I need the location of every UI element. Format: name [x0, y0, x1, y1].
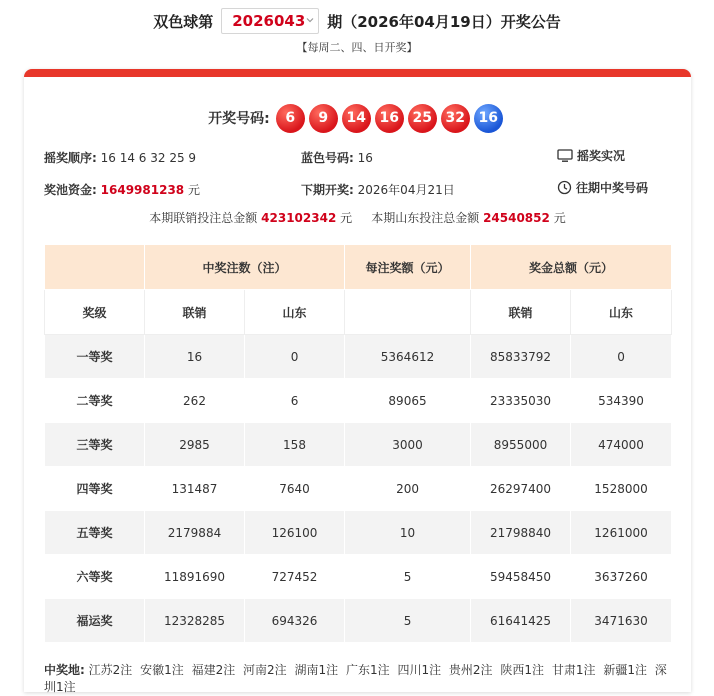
subheader-union-total: 联销	[471, 290, 571, 335]
header-per: 每注奖额（元）	[345, 245, 471, 290]
per-prize-cell: 5	[345, 599, 471, 643]
per-prize-cell: 89065	[345, 379, 471, 423]
sd-total-cell: 1261000	[571, 511, 672, 555]
history-link[interactable]	[557, 179, 648, 196]
union-total-value: 423102342	[261, 211, 337, 225]
union-total-label: 本期联销投注总金额	[149, 211, 258, 225]
winner-regions	[44, 662, 674, 696]
live-draw-link[interactable]	[557, 147, 625, 164]
grade-cell: 一等奖	[45, 335, 145, 379]
winner-region: 安徽1注	[140, 663, 184, 677]
table-row	[45, 467, 672, 511]
per-prize-cell: 200	[345, 467, 471, 511]
page-title	[0, 6, 714, 36]
sd-total-label: 本期山东投注总金额	[371, 211, 480, 225]
winner-region: 陕西1注	[500, 663, 545, 677]
table-row	[45, 599, 672, 643]
winner-region: 深圳1注	[44, 663, 667, 694]
blue-number-label: 蓝色号码:	[301, 151, 354, 165]
table-header-row	[45, 245, 672, 290]
sd-count-cell: 7640	[245, 467, 345, 511]
sd-total-cell: 3471630	[571, 599, 672, 643]
sd-total-cell: 0	[571, 335, 672, 379]
issue-select[interactable]	[221, 8, 319, 34]
game-name: 双色球第	[153, 12, 214, 31]
subheader-blank	[345, 290, 471, 335]
chevron-down-icon	[305, 15, 315, 28]
subheader-sd: 山东	[245, 290, 345, 335]
per-prize-cell: 10	[345, 511, 471, 555]
grade-cell: 四等奖	[45, 467, 145, 511]
winner-region: 广东1注	[345, 663, 390, 677]
union-total-cell: 61641425	[471, 599, 571, 643]
winner-region: 贵州2注	[448, 663, 493, 677]
blue-number-value: 16	[357, 151, 373, 165]
header-total: 奖金总额（元）	[471, 245, 672, 290]
red-ball: 14	[342, 104, 371, 133]
subheader-grade: 奖级	[45, 290, 145, 335]
table-row	[45, 423, 672, 467]
prize-pool-value: 1649981238	[100, 183, 185, 197]
prize-pool-label: 奖池资金:	[44, 183, 97, 197]
sd-total-cell: 1528000	[571, 467, 672, 511]
red-ball: 32	[441, 104, 470, 133]
blue-ball: 16	[474, 104, 503, 133]
union-total-cell: 59458450	[471, 555, 571, 599]
sd-total-unit: 元	[553, 211, 566, 225]
prize-table	[44, 244, 672, 643]
history-icon	[557, 180, 572, 195]
table-row	[45, 335, 672, 379]
union-total-cell: 26297400	[471, 467, 571, 511]
red-ball: 9	[309, 104, 338, 133]
sd-count-cell: 6	[245, 379, 345, 423]
grade-cell: 福运奖	[45, 599, 145, 643]
subheader-union: 联销	[145, 290, 245, 335]
live-draw-label: 摇奖实况	[577, 149, 626, 163]
union-total-cell: 8955000	[471, 423, 571, 467]
union-total-unit: 元	[340, 211, 353, 225]
table-row	[45, 379, 672, 423]
header-count: 中奖注数（注）	[145, 245, 345, 290]
per-prize-cell: 3000	[345, 423, 471, 467]
winner-region: 甘肃1注	[551, 663, 596, 677]
subheader-sd-total: 山东	[571, 290, 672, 335]
sd-count-cell: 0	[245, 335, 345, 379]
winner-region: 湖南1注	[294, 663, 339, 677]
per-prize-cell: 5	[345, 555, 471, 599]
winner-region: 新疆1注	[603, 663, 647, 677]
sd-total-cell: 474000	[571, 423, 672, 467]
union-count-cell: 262	[145, 379, 245, 423]
draw-numbers	[24, 101, 691, 135]
red-ball: 6	[276, 104, 305, 133]
issue-date: 期（2026年04月19日）开奖公告	[327, 12, 561, 31]
next-draw-label: 下期开奖:	[301, 183, 354, 197]
red-ball: 16	[375, 104, 404, 133]
table-subheader-row	[45, 290, 672, 335]
grade-cell: 五等奖	[45, 511, 145, 555]
header-blank	[45, 245, 145, 290]
monitor-icon	[557, 149, 573, 163]
union-count-cell: 2179884	[145, 511, 245, 555]
winner-region: 江苏2注	[88, 663, 133, 677]
draw-label: 开奖号码:	[208, 111, 270, 127]
draw-order	[44, 149, 196, 166]
sd-total-cell: 3637260	[571, 555, 672, 599]
union-count-cell: 131487	[145, 467, 245, 511]
result-card	[24, 69, 691, 692]
blue-number	[301, 149, 373, 166]
union-count-cell: 16	[145, 335, 245, 379]
sd-total-value: 24540852	[483, 211, 550, 225]
table-row	[45, 511, 672, 555]
red-ball: 25	[408, 104, 437, 133]
prize-pool	[44, 181, 200, 198]
table-row	[45, 555, 672, 599]
union-total-cell: 23335030	[471, 379, 571, 423]
union-total-cell: 85833792	[471, 335, 571, 379]
winner-region: 河南2注	[243, 663, 287, 677]
union-total-cell: 21798840	[471, 511, 571, 555]
grade-cell: 三等奖	[45, 423, 145, 467]
issue-number: 2026043	[232, 12, 306, 30]
draw-order-value: 16 14 6 32 25 9	[100, 151, 197, 165]
sd-total-cell: 534390	[571, 379, 672, 423]
prize-pool-unit: 元	[187, 183, 200, 197]
draw-order-label: 摇奖顺序:	[44, 151, 97, 165]
schedule-note: 【每周二、四、日开奖】	[296, 41, 418, 54]
grade-cell: 六等奖	[45, 555, 145, 599]
sd-count-cell: 694326	[245, 599, 345, 643]
grade-cell: 二等奖	[45, 379, 145, 423]
sd-count-cell: 126100	[245, 511, 345, 555]
history-label: 往期中奖号码	[576, 181, 649, 195]
next-draw	[301, 181, 455, 198]
next-draw-value: 2026年04月21日	[357, 183, 455, 197]
union-count-cell: 11891690	[145, 555, 245, 599]
winner-regions-label: 中奖地:	[44, 663, 85, 677]
winner-region: 福建2注	[191, 663, 236, 677]
union-count-cell: 2985	[145, 423, 245, 467]
winner-region: 四川1注	[397, 663, 442, 677]
per-prize-cell: 5364612	[345, 335, 471, 379]
union-count-cell: 12328285	[145, 599, 245, 643]
sd-count-cell: 158	[245, 423, 345, 467]
sales-totals	[24, 209, 691, 226]
sd-count-cell: 727452	[245, 555, 345, 599]
